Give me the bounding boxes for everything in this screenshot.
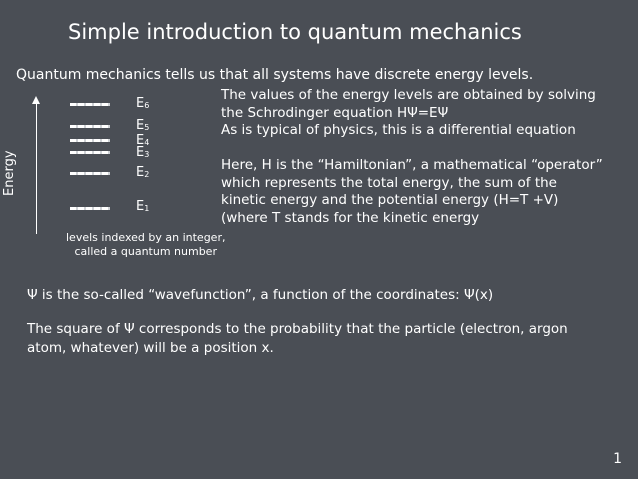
probability-text-line: atom, whatever) will be a position x. [27,340,274,356]
right-text-line: which represents the total energy, the sum of the [221,174,557,191]
page-number: 1 [613,451,622,467]
energy-level-line-4 [70,139,110,142]
energy-axis-arrow [36,98,37,234]
right-text-line: The values of the energy levels are obtained by solving [221,87,596,103]
probability-text-line: The square of Ψ corresponds to the probability that the particle (electron, argon [27,321,568,337]
energy-level-label-1: $E_1$ [136,199,150,214]
right-text-line: the Schrodinger equation HΨ=EΨ [221,104,449,121]
intro-text: Quantum mechanics tells us that all systems have discrete energy levels. [16,67,534,83]
right-text-line: As is typical of physics, this is a differential equation [221,122,576,139]
right-text-block-1 [221,87,596,140]
wavefunction-text: Ψ is the so-called “wavefunction”, a function of the coordinates: Ψ(x) [27,287,494,303]
energy-level-label-2: $E_2$ [136,165,150,180]
energy-level-label-3: $E_3$ [136,145,150,160]
energy-level-label-5: $E_5$ [136,118,150,133]
slide-title: Simple introduction to quantum mechanics [68,20,522,44]
energy-level-line-3 [70,151,110,154]
caption-line: called a quantum number [74,244,217,258]
energy-level-label-6: $E_6$ [136,96,150,111]
energy-level-line-1 [70,207,110,210]
diagram-caption [66,231,225,258]
caption-line: levels indexed by an integer, [66,231,226,244]
right-text-block-2 [221,157,603,227]
energy-level-line-2 [70,172,110,175]
probability-text [27,320,568,358]
energy-level-line-5 [70,125,110,128]
energy-level-line-6 [70,103,110,106]
right-text-line: Here, H is the “Hamiltonian”, a mathematical “operator” [221,157,603,173]
right-text-line: (where T stands for the kinetic energy [221,209,480,226]
energy-axis-label: Energy [2,150,17,196]
right-text-line: kinetic energy and the potential energy (H=T +V) [221,192,559,209]
energy-level-label-4: $E_4$ [136,133,150,148]
